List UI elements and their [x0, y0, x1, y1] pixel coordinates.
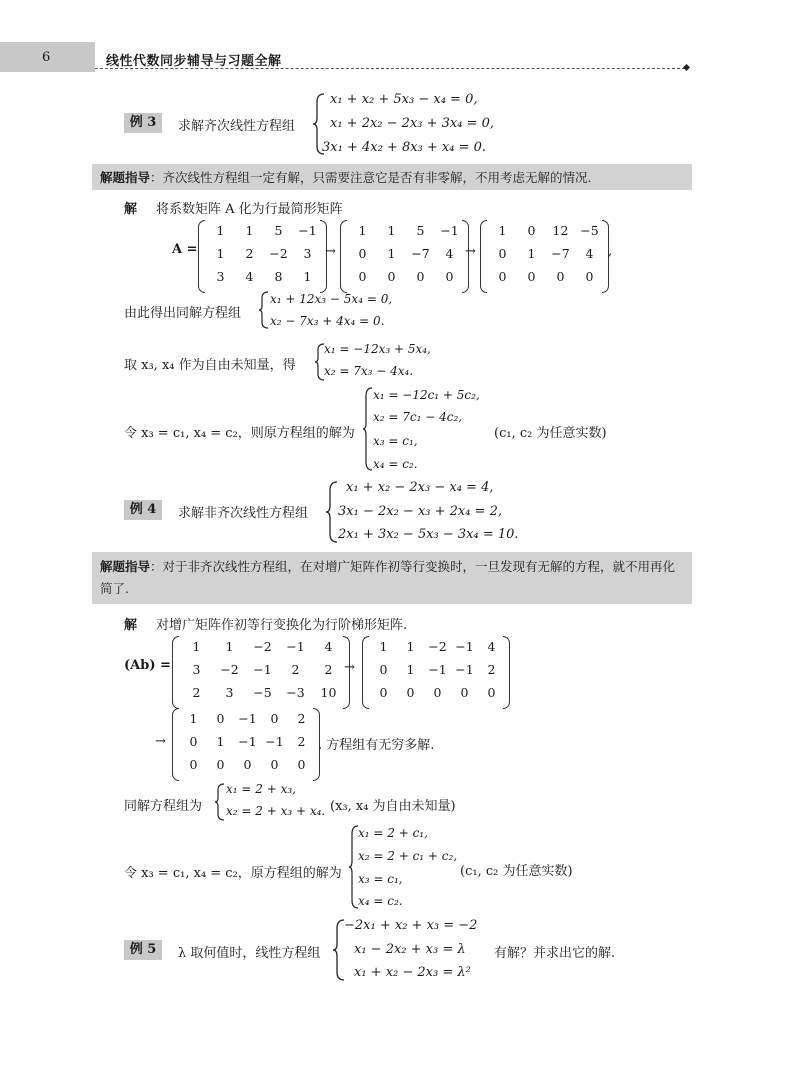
matrix-cell: 0 [406, 685, 415, 700]
matrix-cell: 4 [585, 246, 594, 261]
matrix-cell: 4 [324, 639, 333, 654]
matrix-cell: 0 [416, 269, 425, 284]
matrix-cell: 1 [406, 662, 415, 677]
matrix-cell: 3 [192, 662, 201, 677]
matrix-cell: 1 [498, 223, 507, 238]
ex4-eq1: x₁ + x₂ − 2x₃ − x₄ = 4, [346, 480, 494, 495]
solution-intro: 将系数矩阵 A 化为行最简形矩阵 [156, 202, 343, 217]
ex3-eq3: 3x₁ + 4x₂ + 8x₃ + x₄ = 0. [322, 140, 487, 155]
matrix-cell: 0 [379, 662, 388, 677]
guide-label: 解题指导 [100, 170, 151, 185]
matrix-cell: −5 [253, 685, 272, 700]
brace-icon [214, 782, 226, 822]
equiv-eq2: x₂ − 7x₃ + 4x₄ = 0. [270, 314, 385, 328]
example-4-prompt: 求解非齐次线性方程组 [178, 506, 309, 521]
matrix-cell: 0 [270, 757, 279, 772]
matrix-cell: −1 [238, 734, 257, 749]
arrow-icon: → [325, 244, 336, 259]
matrix-cell: 5 [274, 223, 283, 238]
matrix-cell: 1 [387, 246, 396, 261]
ex5-eq3: x₁ + x₂ − 2x₃ = λ² [354, 965, 471, 980]
matrix-cell: −2 [428, 639, 447, 654]
arrow-icon: → [344, 660, 355, 675]
brace-icon [325, 480, 339, 544]
matrix-cell: −1 [238, 711, 257, 726]
matrix-cell: 12 [552, 223, 569, 238]
matrix-cell: 0 [216, 757, 225, 772]
guide-label: 解题指导 [100, 559, 151, 574]
matrix-1 [198, 220, 328, 293]
matrix-cell: 1 [216, 246, 225, 261]
matrix-3 [480, 220, 613, 293]
matrix-cell: 0 [445, 269, 454, 284]
book-title: 线性代数同步辅导与习题全解 [106, 54, 282, 69]
matrix-cell: −1 [455, 639, 474, 654]
matrix-cell: 2 [324, 662, 333, 677]
matrix-cell: 0 [379, 685, 388, 700]
matrix-cell: 0 [358, 269, 367, 284]
matrix-cell: 0 [216, 711, 225, 726]
header-rule [95, 68, 685, 69]
matrix-cell: 1 [406, 639, 415, 654]
free-var-eq1: x₁ = −12x₃ + 5x₄, [324, 342, 431, 356]
matrix-cell: −2 [269, 246, 288, 261]
general-solution-eq3: x₃ = c₁, [373, 434, 418, 448]
matrix-A-label: A = [172, 242, 198, 257]
matrix-cell: 0 [556, 269, 565, 284]
matrix-cell: 3 [303, 246, 312, 261]
infinite-solutions-text: . 方程组有无穷多解. [318, 738, 435, 753]
arrow-icon: → [465, 244, 476, 259]
matrix-cell: 0 [189, 734, 198, 749]
matrix-cell: 10 [320, 685, 337, 700]
matrix-cell: 1 [527, 246, 536, 261]
matrix-cell: −1 [298, 223, 317, 238]
matrix-cell: 1 [225, 639, 234, 654]
augmented-matrix-label: (Ab) = [124, 658, 171, 673]
matrix-cell: 0 [270, 711, 279, 726]
matrix-cell: 2 [245, 246, 254, 261]
example-3-prompt: 求解齐次线性方程组 [178, 119, 296, 134]
general-solution-note: (c₁, c₂ 为任意实数) [494, 426, 607, 441]
matrix-cell: −1 [265, 734, 284, 749]
matrix-cell: 2 [297, 711, 306, 726]
matrix-cell: 2 [291, 662, 300, 677]
equiv-system-prefix: 同解方程组为 [124, 799, 203, 814]
matrix-cell: 4 [245, 269, 254, 284]
solution-label: 解 [124, 202, 138, 217]
guide-box-1 [92, 164, 692, 190]
matrix-cell: 3 [225, 685, 234, 700]
matrix-cell: −7 [411, 246, 430, 261]
matrix-cell: 1 [387, 223, 396, 238]
general-solution-eq1: x₁ = 2 + c₁, [358, 826, 428, 840]
arrow-icon: → [155, 734, 166, 749]
matrix-comma: , [608, 244, 613, 259]
matrix-cell: 1 [379, 639, 388, 654]
free-var-prefix: 取 x₃, x₄ 作为自由未知量，得 [124, 358, 296, 373]
matrix-cell: 0 [527, 269, 536, 284]
matrix-cell: 0 [358, 246, 367, 261]
general-solution-eq4: x₄ = c₂. [373, 457, 418, 471]
solution-intro: 对增广矩阵作初等行变换化为行阶梯形矩阵. [156, 618, 408, 633]
matrix-left-bracket [362, 636, 369, 709]
aug-matrix-1 [172, 636, 351, 709]
general-solution-prefix: 令 x₃ = c₁, x₄ = c₂，原方程组的解为 [124, 866, 342, 881]
matrix-left-bracket [172, 636, 179, 709]
matrix-cell: −1 [253, 662, 272, 677]
equiv-note: (x₃, x₄ 为自由未知量) [330, 799, 456, 814]
general-solution-note: (c₁, c₂ 为任意实数) [460, 864, 573, 879]
example-4-badge: 例 4 [124, 500, 162, 520]
ex5-eq2: x₁ − 2x₂ + x₃ = λ [354, 942, 466, 957]
matrix-left-bracket [340, 220, 347, 293]
general-solution-eq2: x₂ = 7c₁ − 4c₂, [373, 410, 463, 424]
matrix-cell: 2 [297, 734, 306, 749]
matrix-cell: 0 [297, 757, 306, 772]
example-5-badge: 例 5 [124, 940, 162, 960]
equiv-system-prefix: 由此得出同解方程组 [124, 306, 242, 321]
matrix-cell: 0 [498, 269, 507, 284]
matrix-cell: 1 [189, 711, 198, 726]
matrix-cell: −1 [428, 662, 447, 677]
general-solution-eq2: x₂ = 2 + c₁ + c₂, [358, 849, 458, 863]
page-number: 6 [42, 50, 51, 65]
ex4-eq3: 2x₁ + 3x₂ − 5x₃ − 3x₄ = 10. [338, 527, 519, 542]
matrix-cell: 0 [527, 223, 536, 238]
matrix-cell: −1 [286, 639, 305, 654]
guide-text: ：齐次线性方程组一定有解，只需要注意它是否有非零解，不用考虑无解的情况. [150, 170, 592, 185]
aug-matrix-3 [172, 708, 321, 781]
matrix-cell: 2 [487, 662, 496, 677]
matrix-cell: 1 [216, 734, 225, 749]
matrix-cell: −1 [440, 223, 459, 238]
equiv-eq2: x₂ = 2 + x₃ + x₄. [226, 804, 326, 818]
matrix-cell: −1 [455, 662, 474, 677]
matrix-cell: 4 [445, 246, 454, 261]
matrix-cell: 0 [487, 685, 496, 700]
matrix-left-bracket [198, 220, 205, 293]
brace-icon [258, 290, 270, 330]
matrix-left-bracket [172, 708, 179, 781]
general-solution-eq1: x₁ = −12c₁ + 5c₂, [373, 388, 480, 402]
matrix-cell: 8 [274, 269, 283, 284]
matrix-cell: 1 [358, 223, 367, 238]
ex3-eq1: x₁ + x₂ + 5x₃ − x₄ = 0, [330, 92, 478, 107]
matrix-cell: −7 [551, 246, 570, 261]
solution-label: 解 [124, 618, 138, 633]
aug-matrix-2 [362, 636, 511, 709]
matrix-cell: 0 [498, 246, 507, 261]
matrix-cell: 0 [387, 269, 396, 284]
equiv-eq1: x₁ + 12x₃ − 5x₄ = 0, [270, 292, 393, 306]
ex4-eq2: 3x₁ − 2x₂ − x₃ + 2x₄ = 2, [338, 504, 503, 519]
matrix-cell: 0 [585, 269, 594, 284]
ex3-eq2: x₁ + 2x₂ − 2x₃ + 3x₄ = 0, [330, 116, 495, 131]
general-solution-prefix: 令 x₃ = c₁, x₄ = c₂，则原方程组的解为 [124, 426, 355, 441]
matrix-cell: 2 [192, 685, 201, 700]
matrix-cell: 1 [245, 223, 254, 238]
matrix-cell: 4 [487, 639, 496, 654]
diamond-icon [683, 64, 690, 71]
example-3-badge: 例 3 [124, 113, 162, 133]
matrix-cell: −3 [286, 685, 305, 700]
matrix-cell: 0 [189, 757, 198, 772]
matrix-2 [340, 220, 470, 293]
equiv-eq1: x₁ = 2 + x₃, [226, 782, 296, 796]
free-var-eq2: x₂ = 7x₃ − 4x₄. [324, 364, 414, 378]
ex5-eq1: −2x₁ + x₂ + x₃ = −2 [344, 918, 478, 933]
example-5-prompt: λ 取何值时，线性方程组 [178, 946, 321, 961]
matrix-cell: −5 [580, 223, 599, 238]
matrix-cell: 0 [243, 757, 252, 772]
matrix-cell: 0 [460, 685, 469, 700]
matrix-cell: 3 [216, 269, 225, 284]
matrix-cell: −2 [253, 639, 272, 654]
guide-text: ：对于非齐次线性方程组，在对增广矩阵作初等行变换时，一旦发现有无解的方程，就不用再化简了. [100, 559, 676, 596]
matrix-cell: 0 [433, 685, 442, 700]
general-solution-eq3: x₃ = c₁, [358, 872, 403, 886]
example-5-suffix: 有解？并求出它的解. [494, 946, 616, 961]
matrix-cell: 1 [216, 223, 225, 238]
matrix-cell: 1 [192, 639, 201, 654]
guide-box-2 [92, 552, 692, 604]
matrix-left-bracket [480, 220, 487, 293]
matrix-cell: 1 [303, 269, 312, 284]
general-solution-eq4: x₄ = c₂. [358, 894, 403, 908]
matrix-cell: 5 [416, 223, 425, 238]
matrix-cell: −2 [220, 662, 239, 677]
